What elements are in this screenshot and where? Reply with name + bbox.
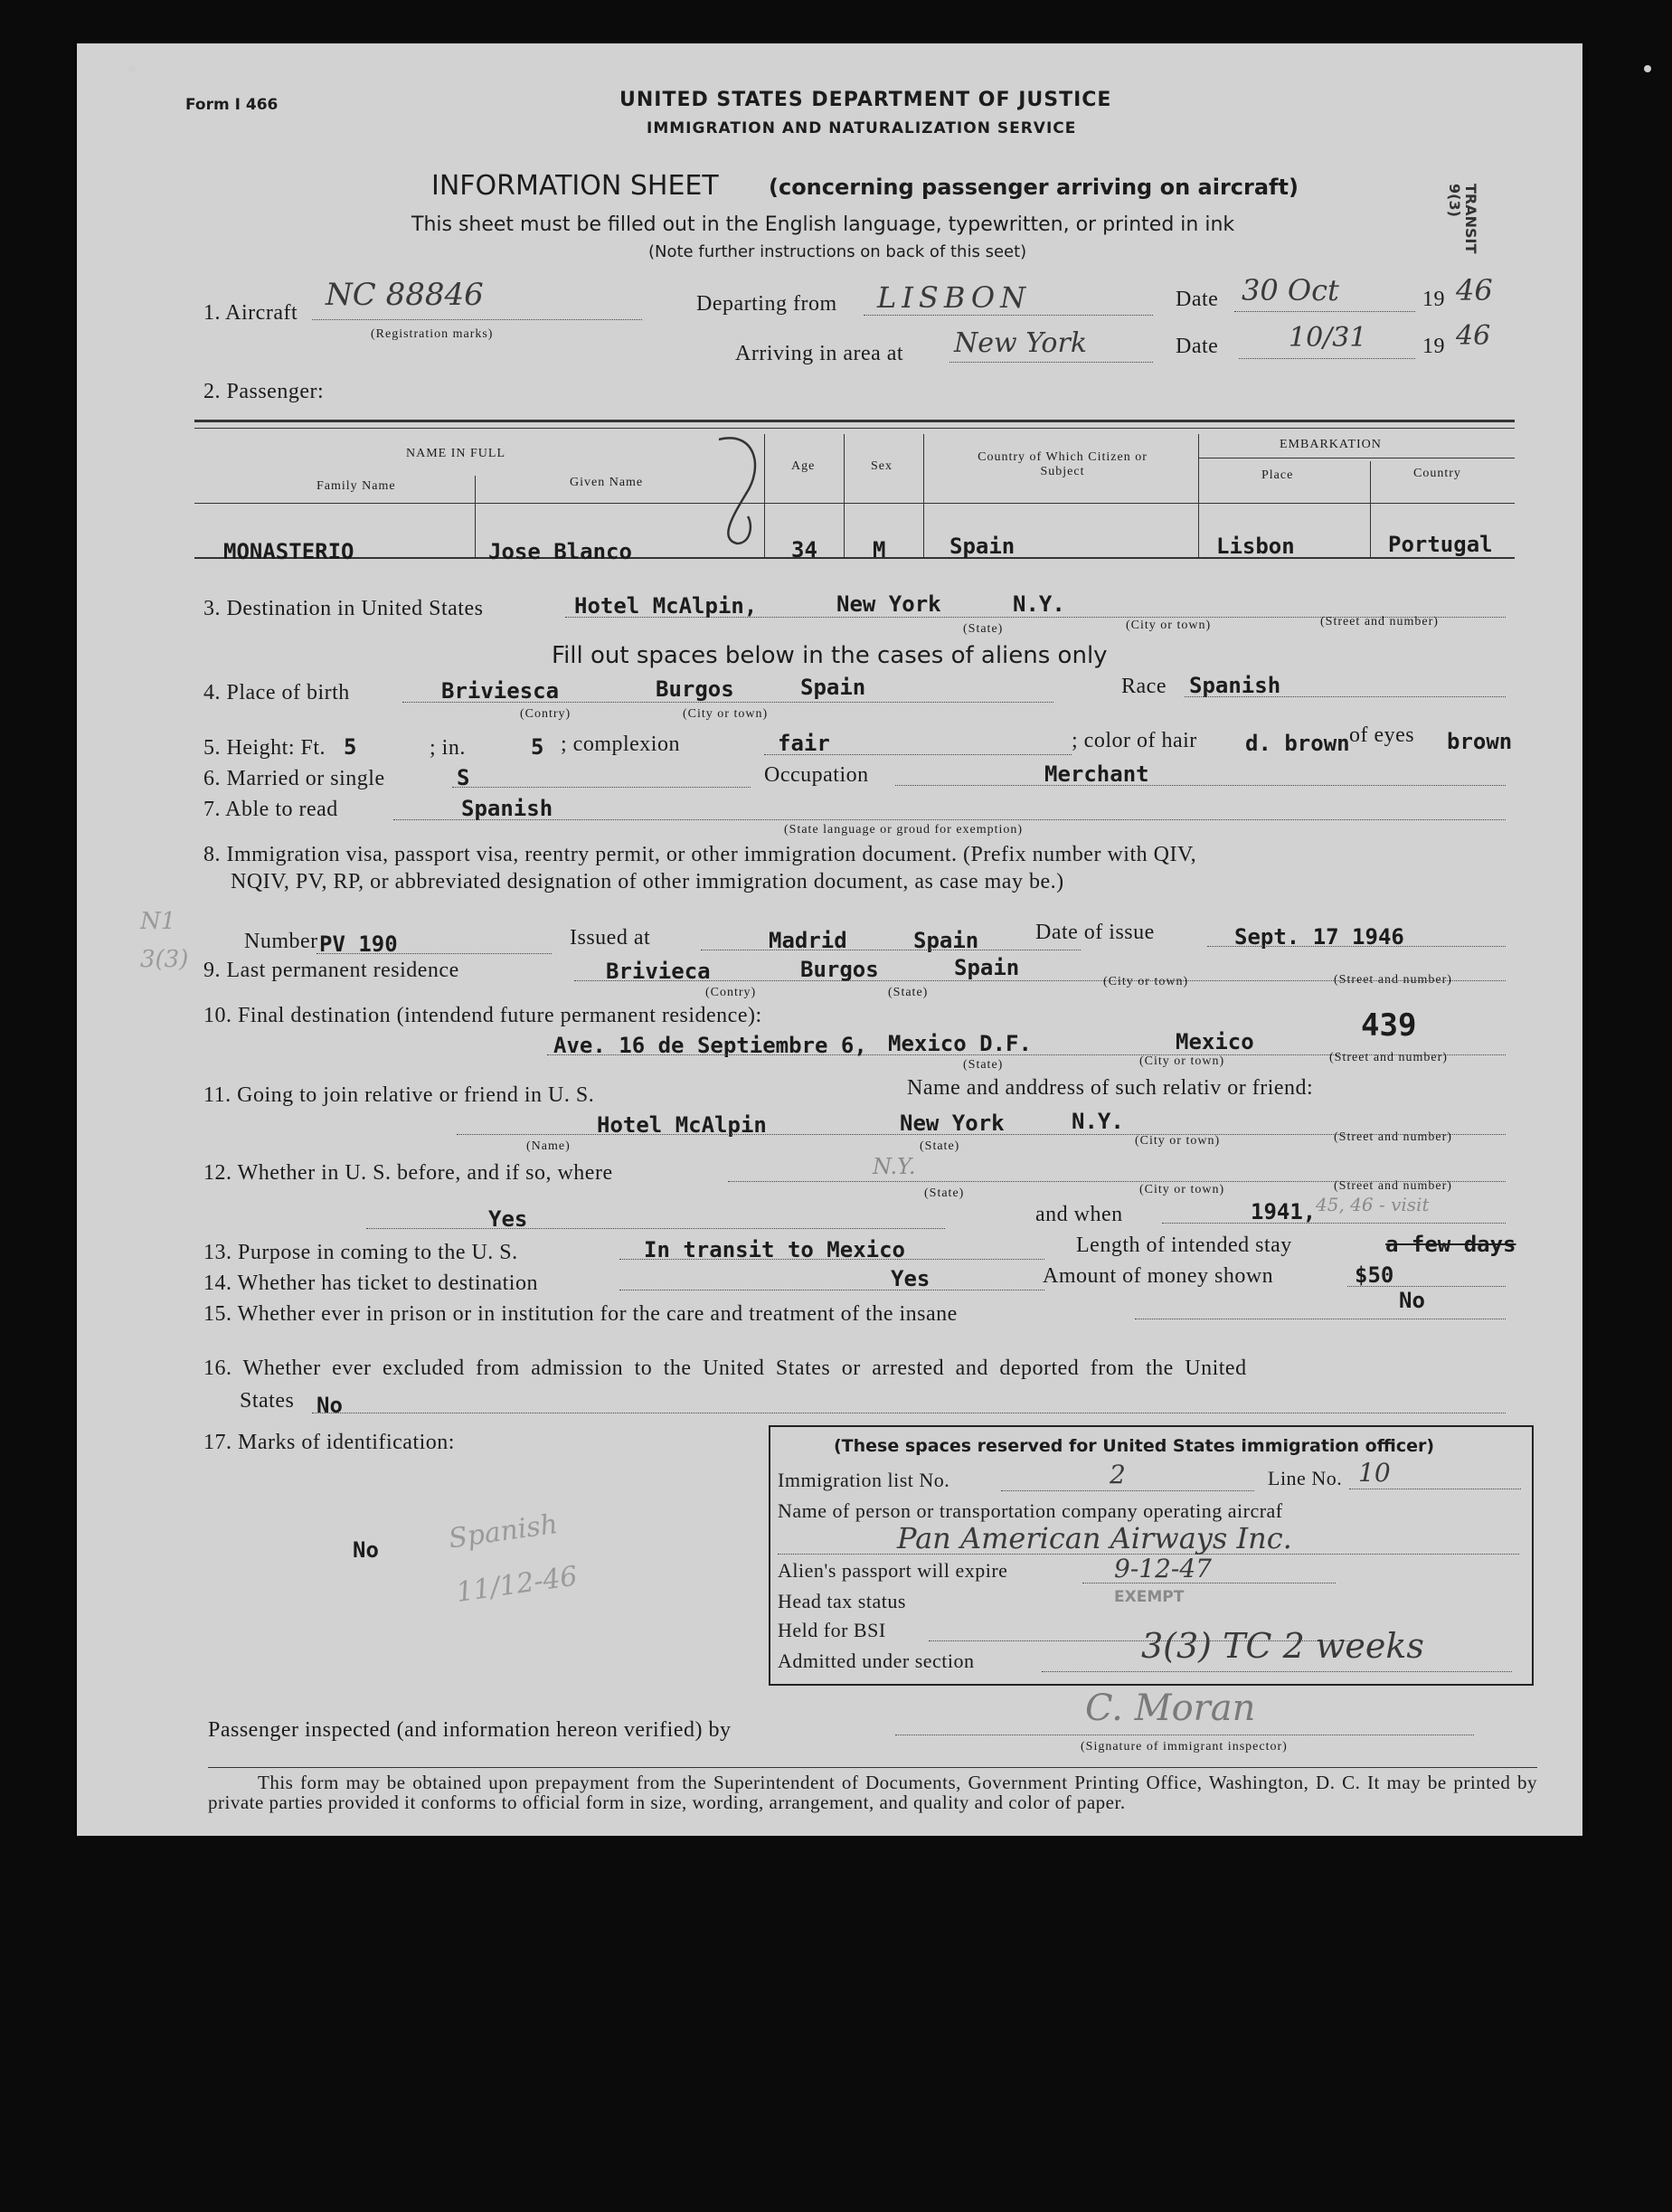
depart-year-suffix: 46 — [1456, 273, 1493, 307]
excluded-label-line2: States — [240, 1389, 295, 1413]
join-city-caption: (City or town) — [1135, 1134, 1221, 1148]
final-city-caption: (City or town) — [1139, 1054, 1225, 1068]
visa-label-line2: NQIV, PV, RP, or abbreviated designation of other immigration document, as case may be.) — [231, 870, 1064, 893]
residence-street-caption: (Street and number) — [1334, 973, 1452, 987]
prison-label: 15. Whether ever in prison or in institution for the care and treatment of the insane — [203, 1302, 958, 1326]
film-dot — [1644, 65, 1651, 72]
prison-value: No — [1399, 1288, 1425, 1313]
married-value: S — [457, 765, 470, 790]
visa-number-label: Number — [244, 930, 318, 953]
inspection-label: Passenger inspected (and information hereon verified) by — [208, 1718, 732, 1742]
hair-label: ; color of hair — [1072, 729, 1197, 752]
residence-contry-caption: (Contry) — [705, 986, 757, 999]
name-in-full-header: NAME IN FULL — [406, 447, 505, 460]
final-country: Mexico — [1176, 1029, 1254, 1054]
excluded-label-line1: 16. Whether ever excluded from admission to the United States or arrested and deported from the United — [203, 1357, 1247, 1380]
height-ft-value: 5 — [344, 734, 357, 760]
destination-state-caption: (State) — [963, 622, 1004, 636]
read-caption: (State language or groud for exemption) — [784, 823, 1024, 837]
before-when-hand: 45, 46 - visit — [1316, 1194, 1430, 1215]
eyes-label: of eyes — [1349, 723, 1415, 747]
join-name-label: Name and anddress of such relativ or friend: — [907, 1076, 1314, 1100]
sex-header: Sex — [871, 459, 893, 473]
aliens-only-note: Fill out spaces below in the cases of aliens only — [552, 642, 1108, 669]
inspector-signature: C. Moran — [1085, 1687, 1256, 1729]
marks-label: 17. Marks of identification: — [203, 1431, 455, 1454]
passport-expire-value: 9-12-47 — [1114, 1554, 1212, 1583]
money-value: $50 — [1355, 1262, 1394, 1288]
held-bsi-label: Held for BSI — [778, 1619, 886, 1641]
visa-issued-city: Madrid — [769, 928, 847, 953]
birth-city: Briviesca — [441, 678, 560, 704]
destination-state: N.Y. — [1013, 591, 1065, 617]
visa-number-value: PV 190 — [319, 931, 398, 957]
service-title: IMMIGRATION AND NATURALIZATION SERVICE — [647, 119, 1077, 137]
destination-city-caption: (City or town) — [1126, 619, 1212, 632]
join-label: 11. Going to join relative or friend in U. S. — [203, 1083, 595, 1107]
height-in-value: 5 — [531, 734, 544, 760]
final-destination-label: 10. Final destination (intendend future permanent residence): — [203, 1004, 762, 1027]
form-sheet — [77, 43, 1582, 1836]
residence-province: Burgos — [800, 957, 879, 982]
final-state-caption: (State) — [963, 1058, 1004, 1072]
passport-expire-label: Alien's passport will expire — [778, 1559, 1008, 1582]
marks-value: No — [353, 1537, 379, 1563]
depart-date-value: 30 Oct — [1242, 273, 1339, 307]
departing-value: LISBON — [877, 280, 1032, 315]
stay-value: a few days — [1385, 1232, 1516, 1257]
form-number: Form I 466 — [185, 96, 279, 114]
list-no-value: 2 — [1110, 1460, 1126, 1489]
birth-country: Spain — [800, 675, 866, 700]
back-note: (Note further instructions on back of this seet) — [648, 242, 1027, 261]
operator-value: Pan American Airways Inc. — [897, 1521, 1292, 1555]
hair-value: d. brown — [1245, 731, 1350, 756]
join-city: New York — [900, 1111, 1005, 1136]
visa-margin-note: N1 3(3) — [140, 908, 189, 973]
read-value: Spanish — [461, 796, 553, 821]
head-tax-value: EXEMPT — [1114, 1588, 1185, 1606]
ticket-value: Yes — [891, 1266, 930, 1291]
embarkation-header: EMBARKATION — [1280, 438, 1382, 451]
before-city-caption: (City or town) — [1139, 1183, 1225, 1196]
join-name-caption: (Name) — [526, 1139, 571, 1153]
operator-label: Name of person or transportation company operating aircraf — [778, 1499, 1283, 1522]
final-city: Mexico D.F. — [888, 1031, 1032, 1056]
residence-label: 9. Last permanent residence — [203, 959, 459, 982]
destination-street-caption: (Street and number) — [1320, 615, 1439, 629]
arrive-year-prefix: 19 — [1422, 335, 1445, 358]
join-state-caption: (State) — [920, 1139, 960, 1153]
height-in-label: ; in. — [430, 736, 466, 760]
transit-stamp: TRANSIT 9(3) — [1446, 184, 1479, 254]
occupation-label: Occupation — [764, 763, 869, 787]
admitted-section-label: Admitted under section — [778, 1650, 975, 1672]
visa-issued-country: Spain — [913, 928, 979, 953]
officer-box-title: (These spaces reserved for United States immigration officer) — [834, 1436, 1435, 1456]
sheet-subtitle: (concerning passenger arriving on aircraft) — [769, 175, 1299, 200]
money-label: Amount of money shown — [1043, 1264, 1274, 1288]
visa-date-label: Date of issue — [1035, 921, 1155, 944]
final-street-caption: (Street and number) — [1329, 1051, 1448, 1064]
embark-country-header: Country — [1413, 467, 1461, 480]
aircraft-label: 1. Aircraft — [203, 301, 298, 325]
birth-city-caption: (City or town) — [683, 707, 769, 721]
visa-label-line1: 8. Immigration visa, passport visa, reentry permit, or other immigration document. (Prefix number with QIV, — [203, 843, 1197, 866]
before-where: N.Y. — [873, 1154, 916, 1179]
eyes-value: brown — [1447, 729, 1513, 754]
join-state: N.Y. — [1072, 1109, 1124, 1134]
destination-hotel: Hotel McAlpin, — [574, 593, 758, 619]
film-dot — [128, 65, 136, 72]
citizen-cell: Spain — [949, 534, 1015, 559]
embark-place-cell: Lisbon — [1216, 534, 1295, 559]
complexion-value: fair — [778, 731, 830, 756]
before-when-label: and when — [1035, 1203, 1123, 1226]
visa-date-value: Sept. 17 1946 — [1234, 924, 1404, 950]
visa-issued-label: Issued at — [570, 926, 651, 950]
embark-country-cell: Portugal — [1388, 532, 1493, 557]
before-when-value: 1941, — [1251, 1199, 1317, 1224]
join-street-caption: (Street and number) — [1334, 1130, 1452, 1144]
marks-hand-note: Spanish 11/12-46 — [446, 1508, 580, 1609]
join-hotel: Hotel McAlpin — [597, 1112, 767, 1138]
purpose-label: 13. Purpose in coming to the U. S. — [203, 1241, 518, 1264]
ticket-label: 14. Whether has ticket to destination — [203, 1271, 538, 1295]
depart-date-label: Date — [1176, 288, 1219, 311]
fill-instruction: This sheet must be filled out in the English language, typewritten, or printed in ink — [411, 213, 1235, 236]
family-name-header: Family Name — [316, 479, 396, 493]
officer-reserved-box — [769, 1425, 1534, 1686]
read-label: 7. Able to read — [203, 798, 338, 821]
arrive-date-value: 10/31 — [1289, 322, 1367, 354]
destination-label: 3. Destination in United States — [203, 597, 484, 620]
destination-city: New York — [836, 591, 941, 617]
line-no-value: 10 — [1358, 1458, 1391, 1488]
given-name-header: Given Name — [570, 476, 644, 489]
depart-year-prefix: 19 — [1422, 288, 1445, 311]
birth-label: 4. Place of birth — [203, 681, 350, 704]
citizen-country-header: Country of Which Citizen or Subject — [978, 450, 1148, 478]
before-state-caption: (State) — [924, 1186, 965, 1200]
footer-note: This form may be obtained upon prepayment from the Superintendent of Documents, Government Printing Office, Washington, D. C. It may be printed by private parties provided it conforms to official form in size, wording, arrangement, and quality and color of paper. — [208, 1772, 1537, 1813]
excluded-value: No — [316, 1393, 343, 1418]
final-number: 439 — [1361, 1007, 1417, 1044]
embark-place-header: Place — [1261, 468, 1294, 482]
before-street-caption: (Street and number) — [1334, 1179, 1452, 1193]
before-value: Yes — [488, 1206, 528, 1232]
married-label: 6. Married or single — [203, 767, 385, 790]
admitted-section-value: 3(3) TC 2 weeks — [1141, 1626, 1424, 1666]
occupation-value: Merchant — [1044, 761, 1149, 787]
arrive-date-label: Date — [1176, 335, 1219, 358]
race-value: Spanish — [1189, 673, 1281, 698]
list-no-label: Immigration list No. — [778, 1469, 950, 1491]
handwritten-bracket-mark — [701, 430, 764, 548]
line-no-label: Line No. — [1268, 1467, 1343, 1489]
departing-label: Departing from — [696, 292, 837, 316]
birth-country-caption: (Contry) — [520, 707, 572, 721]
department-title: UNITED STATES DEPARTMENT OF JUSTICE — [619, 89, 1112, 111]
residence-city-caption: (City or town) — [1103, 975, 1189, 988]
stay-label: Length of intended stay — [1076, 1234, 1292, 1257]
arriving-label: Arriving in area at — [735, 342, 904, 365]
arrive-year-suffix: 46 — [1456, 320, 1491, 352]
sex-cell: M — [873, 537, 886, 562]
complexion-label: ; complexion — [561, 733, 680, 756]
family-name-cell: MONASTERIO — [223, 539, 354, 564]
signature-caption: (Signature of immigrant inspector) — [1081, 1740, 1288, 1754]
age-header: Age — [791, 459, 816, 473]
given-name-cell: Jose Blanco — [488, 539, 632, 564]
final-address: Ave. 16 de Septiembre 6, — [553, 1033, 867, 1058]
arriving-value: New York — [954, 327, 1087, 359]
passenger-label: 2. Passenger: — [203, 380, 325, 403]
sheet-title: INFORMATION SHEET — [431, 170, 719, 202]
race-label: Race — [1121, 675, 1167, 698]
birth-province: Burgos — [656, 676, 734, 702]
residence-state-caption: (State) — [888, 986, 929, 999]
purpose-value: In transit to Mexico — [644, 1237, 905, 1262]
aircraft-value: NC 88846 — [326, 277, 484, 313]
before-label: 12. Whether in U. S. before, and if so, where — [203, 1161, 613, 1185]
head-tax-label: Head tax status — [778, 1590, 906, 1612]
registration-caption: (Registration marks) — [371, 327, 494, 341]
height-ft-label: 5. Height: Ft. — [203, 736, 326, 760]
residence-city: Brivieca — [606, 959, 711, 984]
residence-country: Spain — [954, 955, 1020, 980]
age-cell: 34 — [791, 537, 817, 562]
